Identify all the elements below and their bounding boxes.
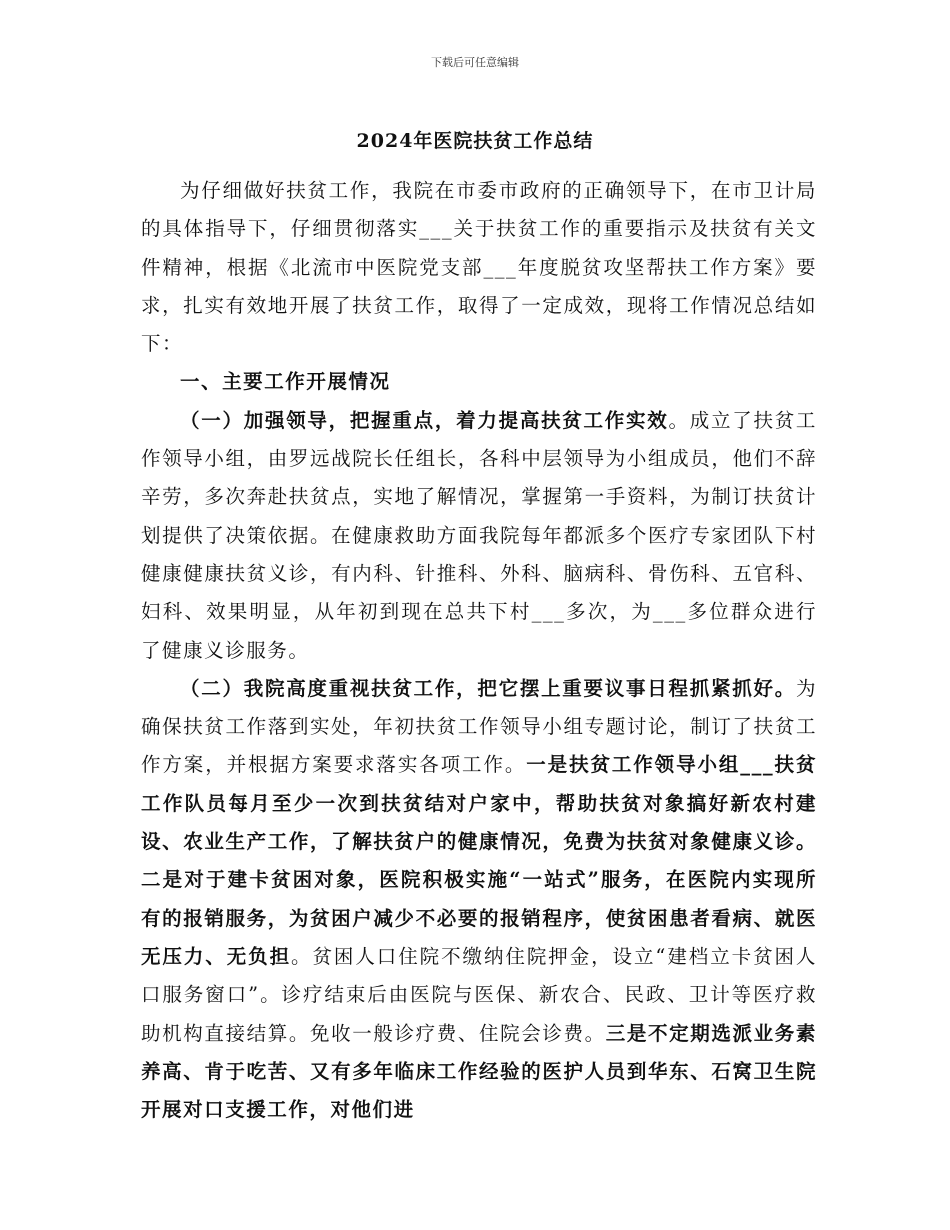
paragraph-priority-text-2: 。贫困人口住院不缴纳住院押金，设立“建档立卡贫困人口服务窗口”。诊疗结束后由医院与医保、新农合、民政、卫计等医疗救助机构直接结算。免收一般诊疗费、住院会诊费。 xyxy=(141,944,817,1045)
paragraph-priority-heading: （二）我院高度重视扶贫工作，把它摆上重要议事日程抓紧抓好。 xyxy=(180,676,796,700)
paragraph-priority-bold-2: 一是扶贫工作领导小组___扶贫工作队员每月至少一次到扶贫结对户家中，帮助扶贫对象搞好新农村建设、农业生产工作，了解扶贫户的健康情况，免费为扶贫对象健康义诊。二是对于建卡贫困对象，医院积极实施“一站式”服务，在医院内实现所有的报销服务，为贫困户减少不必要的报销程序，使贫困患者看病、就医无压力、无负担 xyxy=(141,753,818,968)
paragraph-leadership xyxy=(141,402,817,670)
paragraph-leadership-heading: （一）加强领导，把握重点，着力提高扶贫工作实效 xyxy=(180,408,669,432)
paragraph-priority-text-1: 为确保扶贫工作落到实处，年初扶贫工作领导小组专题讨论，制订了扶贫工作方案，并根据方案要求落实各项工作。 xyxy=(141,676,817,777)
paragraph-priority-bold-3: 三是不定期选派业务素养高、肯于吃苦、又有多年临床工作经验的医护人员到华东、石窝卫生院开展对口支援工作，对他们进 xyxy=(141,1021,817,1122)
header-note: 下载后可任意编辑 xyxy=(431,56,519,69)
paragraph-priority xyxy=(141,670,817,1130)
intro-paragraph: 为仔细做好扶贫工作，我院在市委市政府的正确领导下，在市卫计局的具体指导下，仔细贯彻落实___关于扶贫工作的重要指示及扶贫有关文件精神，根据《北流市中医院党支部___年度脱贫攻坚帮扶工作方案》要求，扎实有效地开展了扶贫工作，取得了一定成效，现将工作情况总结如下： xyxy=(141,179,817,356)
document-title: 2024年医院扶贫工作总结 xyxy=(356,130,594,152)
paragraph-leadership-text: 。成立了扶贫工作领导小组，由罗远战院长任组长，各科中层领导为小组成员，他们不辞辛劳，多次奔赴扶贫点，实地了解情况，掌握第一手资料，为制订扶贫计划提供了决策依据。在健康救助方面我院每年都派多个医疗专家团队下村健康健康扶贫义诊，有内科、针推科、外科、脑病科、骨伤科、五官科、妇科、效果明显，从年初到现在总共下村___多次，为___多位群众进行了健康义诊服务。 xyxy=(141,408,817,662)
section-heading: 一、主要工作开展情况 xyxy=(180,370,391,394)
document-body xyxy=(141,172,817,1129)
